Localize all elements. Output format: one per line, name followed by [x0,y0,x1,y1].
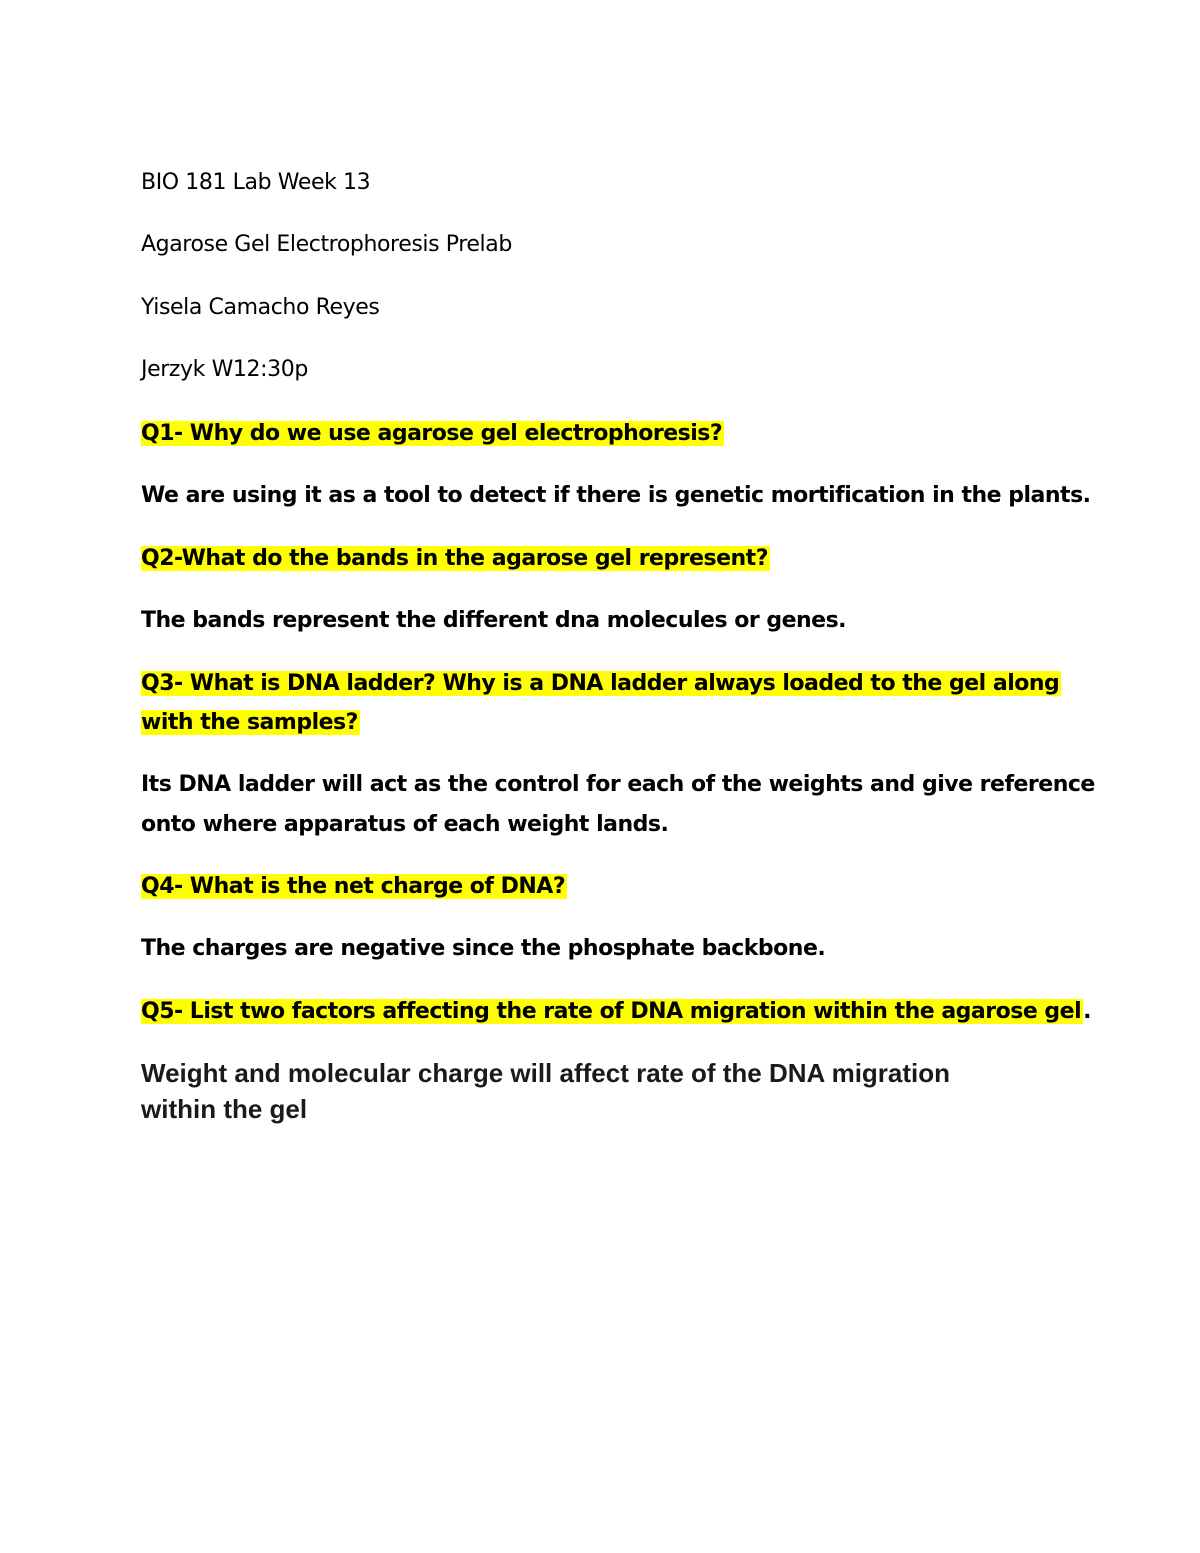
question-5-text: Q5- List two factors affecting the rate of DNA migration within the agarose gel [141,999,1082,1024]
question-3-line-2 [141,708,360,738]
document-title: Agarose Gel Electrophoresis Prelab [141,232,512,257]
answer-2: The bands represent the different dna molecules or genes. [141,608,847,633]
question-4-text: Q4- What is the net charge of DNA? [141,874,566,899]
answer-3-line-2: onto where apparatus of each weight lands. [141,812,669,837]
question-3-text-1: Q3- What is DNA ladder? Why is a DNA ladder always loaded to the gel along [141,671,1060,696]
answer-3-line-1: Its DNA ladder will act as the control for each of the weights and give reference [141,772,1095,797]
question-1-text: Q1- Why do we use agarose gel electrophoresis? [141,421,723,446]
question-4 [141,872,567,902]
answer-1: We are using it as a tool to detect if there is genetic mortification in the plants. [141,483,1091,508]
question-2-text: Q2-What do the bands in the agarose gel represent? [141,546,768,571]
section-line: Jerzyk W12:30p [141,357,308,382]
student-name: Yisela Camacho Reyes [141,295,380,320]
question-5-period: . [1083,999,1091,1024]
answer-5-line-1: Weight and molecular charge will affect rate of the DNA migration [141,1058,951,1088]
question-1 [141,419,724,449]
question-2 [141,544,770,574]
answer-5-line-2: within the gel [141,1094,308,1124]
answer-4: The charges are negative since the phosphate backbone. [141,936,826,961]
course-line: BIO 181 Lab Week 13 [141,170,371,195]
question-3-text-2: with the samples? [141,710,358,735]
question-5 [141,997,1091,1027]
question-3-line-1 [141,669,1061,699]
